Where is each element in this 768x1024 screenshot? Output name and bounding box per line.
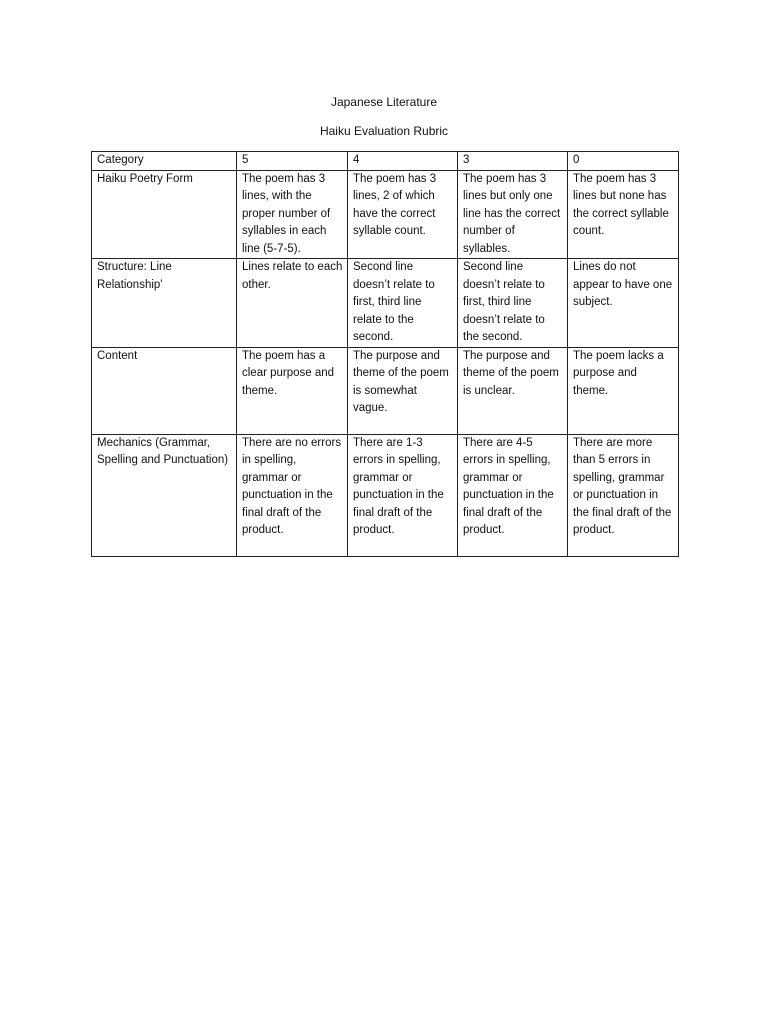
table-cell: There are more than 5 errors in spelling, grammar or punctuation in the final draft of the product. [568, 434, 679, 556]
table-cell: The poem has 3 lines, with the proper number of syllables in each line (5-7-5). [237, 170, 348, 259]
header-category: Category [92, 152, 237, 171]
rubric-table [91, 151, 679, 557]
table-cell: The poem has 3 lines but none has the correct syllable count. [568, 170, 679, 259]
row-category: Haiku Poetry Form [92, 170, 237, 259]
table-cell: The poem has 3 lines, 2 of which have the correct syllable count. [348, 170, 458, 259]
table-cell: Lines do not appear to have one subject. [568, 259, 679, 348]
table-cell: The poem has a clear purpose and theme. [237, 347, 348, 434]
row-category: Mechanics (Grammar, Spelling and Punctuation) [92, 434, 237, 556]
table-row [92, 434, 679, 556]
table-cell: The purpose and theme of the poem is unclear. [458, 347, 568, 434]
table-cell: There are 1-3 errors in spelling, grammar or punctuation in the final draft of the product. [348, 434, 458, 556]
row-category: Content [92, 347, 237, 434]
document-subtitle: Haiku Evaluation Rubric [319, 124, 449, 138]
header-score-3: 3 [458, 152, 568, 171]
header-score-4: 4 [348, 152, 458, 171]
table-cell: The poem lacks a purpose and theme. [568, 347, 679, 434]
header-score-5: 5 [237, 152, 348, 171]
rubric-header-row [92, 152, 679, 171]
table-cell: Lines relate to each other. [237, 259, 348, 348]
table-cell: There are no errors in spelling, grammar or punctuation in the final draft of the product. [237, 434, 348, 556]
table-cell: Second line doesn’t relate to first, third line relate to the second. [348, 259, 458, 348]
table-row [92, 170, 679, 259]
document-title: Japanese Literature [330, 95, 438, 109]
header-score-0: 0 [568, 152, 679, 171]
table-cell: The purpose and theme of the poem is somewhat vague. [348, 347, 458, 434]
table-row [92, 347, 679, 434]
row-category: Structure: Line Relationship' [92, 259, 237, 348]
table-cell: There are 4-5 errors in spelling, grammar or punctuation in the final draft of the product. [458, 434, 568, 556]
table-row [92, 259, 679, 348]
table-cell: Second line doesn’t relate to first, third line doesn’t relate to the second. [458, 259, 568, 348]
table-cell: The poem has 3 lines but only one line has the correct number of syllables. [458, 170, 568, 259]
